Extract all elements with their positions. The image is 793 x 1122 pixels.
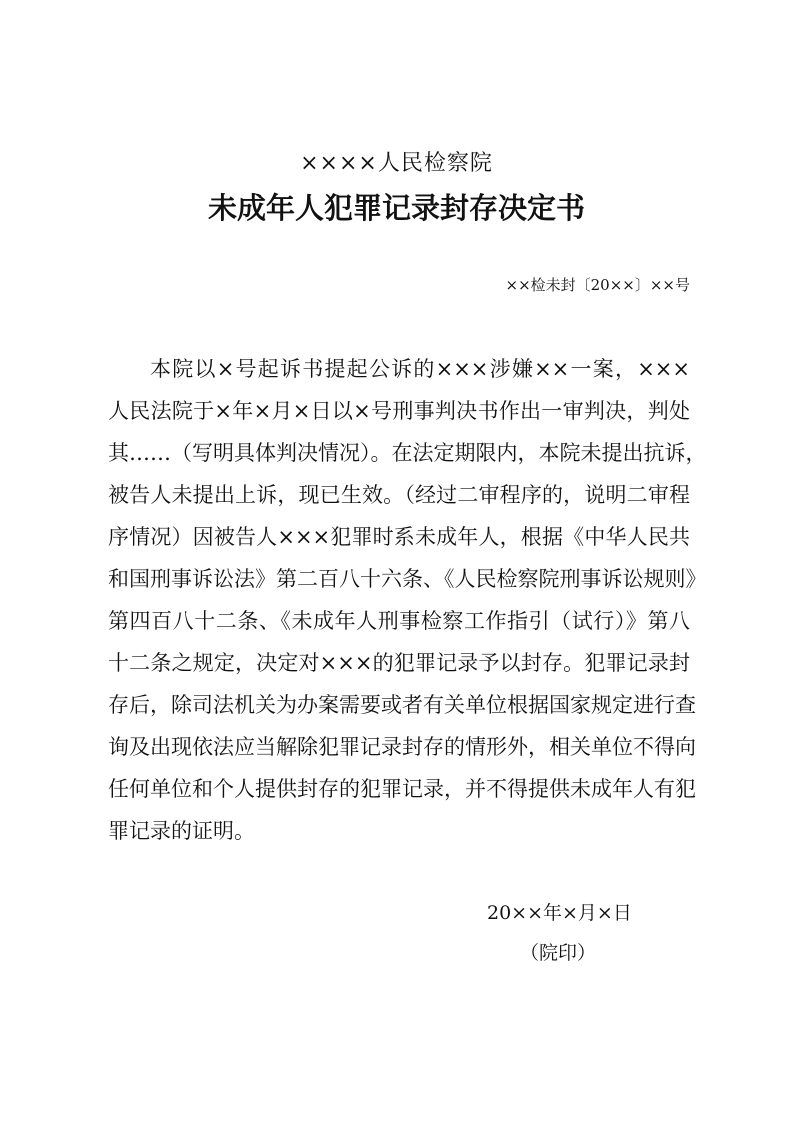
body-line: 十二条之规定，决定对×××的犯罪记录予以封存。犯罪记录封 [108, 651, 690, 675]
body-line: 第四百八十二条、《未成年人刑事检察工作指引（试行）》第八 [108, 609, 690, 633]
body-line: 人民法院于×年×月×日以×号刑事判决书作出一审判决，判处 [108, 399, 690, 423]
body-line: 存后，除司法机关为办案需要或者有关单位根据国家规定进行查 [108, 693, 696, 717]
body-line: 罪记录的证明。 [108, 819, 255, 843]
document-title: 未成年人犯罪记录封存决定书 [207, 191, 585, 225]
document-body [108, 354, 707, 858]
issue-date: 20××年×月×日 [487, 902, 632, 924]
body-line: 序情况）因被告人×××犯罪时系未成年人，根据《中华人民共 [108, 525, 690, 549]
body-line: 其……（写明具体判决情况）。在法定期限内，本院未提出抗诉， [108, 441, 707, 465]
body-line: 被告人未提出上诉，现已生效。（经过二审程序的，说明二审程 [108, 483, 690, 507]
document-number: ××检未封〔20××〕××号 [505, 276, 690, 294]
body-line: 本院以×号起诉书提起公诉的×××涉嫌××一案，××× [150, 357, 690, 381]
body-line: 询及出现依法应当解除犯罪记录封存的情形外，相关单位不得向 [108, 735, 696, 759]
body-line: 和国刑事诉讼法》第二百八十六条、《人民检察院刑事诉讼规则》 [108, 567, 707, 591]
seal-placeholder: （院印） [520, 942, 597, 964]
body-line: 任何单位和个人提供封存的犯罪记录，并不得提供未成年人有犯 [108, 777, 696, 801]
organization-name: ××××人民检察院 [300, 151, 493, 176]
